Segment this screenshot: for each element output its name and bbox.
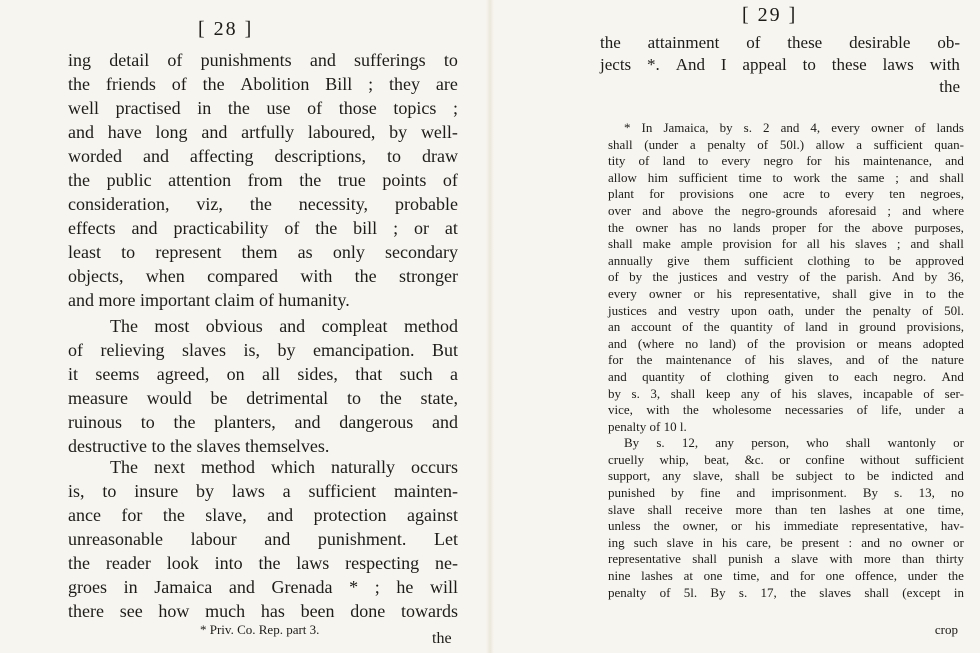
catchword: crop [934, 622, 958, 637]
right-page [490, 0, 980, 653]
text-line: and have long and artfully laboured, by well- [68, 122, 458, 142]
paragraph [68, 48, 458, 312]
footnote-line: and (where no land) of the provision or means adopted [608, 335, 964, 351]
paragraph [600, 32, 960, 98]
text-line: and more important claim of humanity. [68, 290, 350, 310]
catchword: the [939, 77, 960, 96]
text-line: objects, when compared with the stronger [68, 266, 458, 286]
footnote-line: By s. 12, any person, who shall wantonly or [624, 435, 964, 451]
text-line: the reader look into the laws respecting ne- [68, 553, 458, 573]
footnote-line: representative shall punish a slave with more than thirty [608, 551, 964, 567]
text-line: groes in Jamaica and Grenada * ; he will [68, 577, 458, 597]
footnote-line: by s. 3, shall keep any of his slaves, incapable of ser- [608, 385, 964, 401]
text-line: ing detail of punishments and sufferings to [68, 50, 458, 70]
footnote-line: an account of the quantity of land in ground provisions, [608, 319, 964, 335]
footnote: * Priv. Co. Rep. part 3. [200, 622, 320, 637]
text-line: The next method which naturally occurs [110, 457, 458, 477]
text-line: least to represent them as only secondary [68, 242, 458, 262]
text-line: the friends of the Abolition Bill ; they are [68, 74, 458, 94]
footnote-line: and quantity of clothing given to each negro. And [608, 368, 964, 384]
text-line: ance for the slave, and protection against [68, 505, 458, 525]
footnote-line: tity of land to every negro for his maintenance, and [608, 153, 964, 169]
catchword: the [432, 630, 452, 647]
paragraph [68, 314, 458, 458]
footnote-line: plant for provisions one acre to every ten negroes, [608, 186, 964, 202]
footnote-line: slave shall receive more than ten lashes at one time, [608, 501, 964, 517]
text-line: consideration, viz, the necessity, probable [68, 194, 458, 214]
footnote-line: vice, with the wholesome necessaries of life, under a [608, 402, 964, 418]
text-line: The most obvious and compleat method [110, 316, 458, 336]
text-line: the attainment of these desirable ob- [600, 33, 960, 52]
text-line: destructive to the slaves themselves. [68, 436, 330, 456]
footnote-line: every owner or his representative, shall give in to the [608, 285, 964, 301]
text-line: ruinous to the planters, and dangerous and [68, 412, 458, 432]
page-number: [ 28 ] [198, 18, 254, 40]
text-line: unreasonable labour and punishment. Let [68, 529, 458, 549]
footnote-line: allow him sufficient time to work the same ; and shall [608, 169, 964, 185]
footnote-line: * In Jamaica, by s. 2 and 4, every owner of lands [624, 120, 964, 135]
footnote-line: ing such slave in his care, be present : and no owner or [608, 534, 964, 550]
text-line: the public attention from the true points of [68, 170, 458, 190]
text-line: is, to insure by laws a sufficient mainten- [68, 481, 458, 501]
text-line: jects *. And I appeal to these laws with [600, 55, 960, 74]
text-line: there see how much has been done towards [68, 601, 458, 621]
footnote-line: of by the justices and vestry of the parish. And by 36, [608, 269, 964, 285]
footnote-line: support, any slave, shall be subject to be indicted and [608, 468, 964, 484]
text-line: measure would be detrimental to the state, [68, 388, 458, 408]
footnote-line: shall make ample provision for all his slaves ; and shall [608, 236, 964, 252]
footnote-line: penalty of 5l. By s. 17, the slaves shall (except in [608, 584, 964, 600]
footnote-line: penalty of 10 l. [608, 418, 687, 434]
footnote-line: punished by fine and imprisonment. By s. 13, no [608, 485, 964, 501]
footnote-line: annually give them sufficient clothing to be approved [608, 252, 964, 268]
footnote-line: justices and vestry upon oath, under the penalty of 50l. [608, 302, 964, 318]
footnote-line: cruelly whip, beat, &c. or confine without sufficient [608, 451, 964, 467]
footnote-block [608, 120, 964, 601]
paragraph [68, 455, 458, 623]
text-line: it seems agreed, on all sides, that such a [68, 364, 458, 384]
text-line: worded and affecting descriptions, to draw [68, 146, 458, 166]
footnote-line: the owner has no lands proper for the above purposes, [608, 219, 964, 235]
footnote-line: nine lashes at one time, and for one offence, under the [608, 568, 964, 584]
text-line: of relieving slaves is, by emancipation. But [68, 340, 458, 360]
footnote-line: unless the owner, or his immediate representative, hav- [608, 518, 964, 534]
page-number: [ 29 ] [742, 4, 798, 26]
footnote-line: shall (under a penalty of 50l.) allow a sufficient quan- [608, 136, 964, 152]
text-line: well practised in the use of those topics ; [68, 98, 458, 118]
footnote-line: over and above the negro-grounds aforesaid ; and where [608, 202, 964, 218]
footnote-line: for the maintenance of his slaves, and of the nature [608, 352, 964, 368]
text-line: effects and practicability of the bill ; or at [68, 218, 458, 238]
